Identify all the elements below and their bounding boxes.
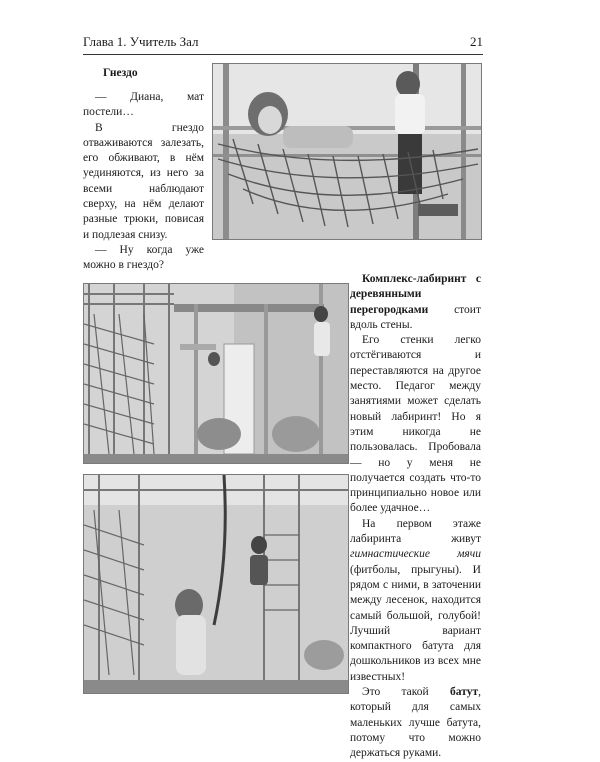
fitball-term: гимнастические мячи [350,548,481,561]
running-header [83,34,483,52]
maze-p4-before: Это такой [362,686,451,699]
maze-complex-photo [83,283,349,464]
nest-paragraph-1: — Диана, мат постели… [83,91,204,119]
maze-section [350,272,481,762]
nest-section [83,66,204,274]
nest-paragraph-3: — Ну когда уже можно в гнездо? [83,243,204,272]
chapter-title: Глава 1. Учитель Зал [83,34,199,49]
nest-net-photo [212,63,482,240]
header-rule [83,54,483,55]
maze-p3-before: На первом этаже лабиринта живут [350,517,481,546]
maze-paragraph-4 [350,685,481,761]
maze-title: Комплекс-лабиринт с деревянными перегородками [350,273,481,316]
nest-heading: Гнездо [103,67,138,79]
maze-p4-after: , который для самых маленьких лучше батута, потому что можно держаться руками. [350,686,481,760]
nest-paragraph-2: В гнездо отваживаются залезать, его обживают, в нём уединяются, из него за всеми наблюдают сверху, на нём делают разные трюки, повисая и подлезая снизу. [83,121,204,241]
maze-intro-rest: стоит вдоль стены. [350,303,481,331]
rope-climbing-photo [83,474,349,694]
page-number: 21 [470,34,483,49]
maze-paragraph-3 [350,517,481,685]
maze-paragraph-2: Его стенки легко отстёгиваются и переставляются на другое место. Педагог между занятиями может сделать новый лабиринт! Но я этим никогда не пользовалась. Пробовала — но у меня не получается создать что-то принципиально новое или более удачное… [350,334,481,515]
trampoline-term: батут [450,686,479,699]
maze-paragraph-1 [350,272,481,333]
maze-p3-after: (фитболы, прыгуны). И рядом с ними, в заточении между лесенок, находится самый большой, голубой! Лучший вариант компактного батута для дошкольников из всех мне известных! [350,563,481,683]
